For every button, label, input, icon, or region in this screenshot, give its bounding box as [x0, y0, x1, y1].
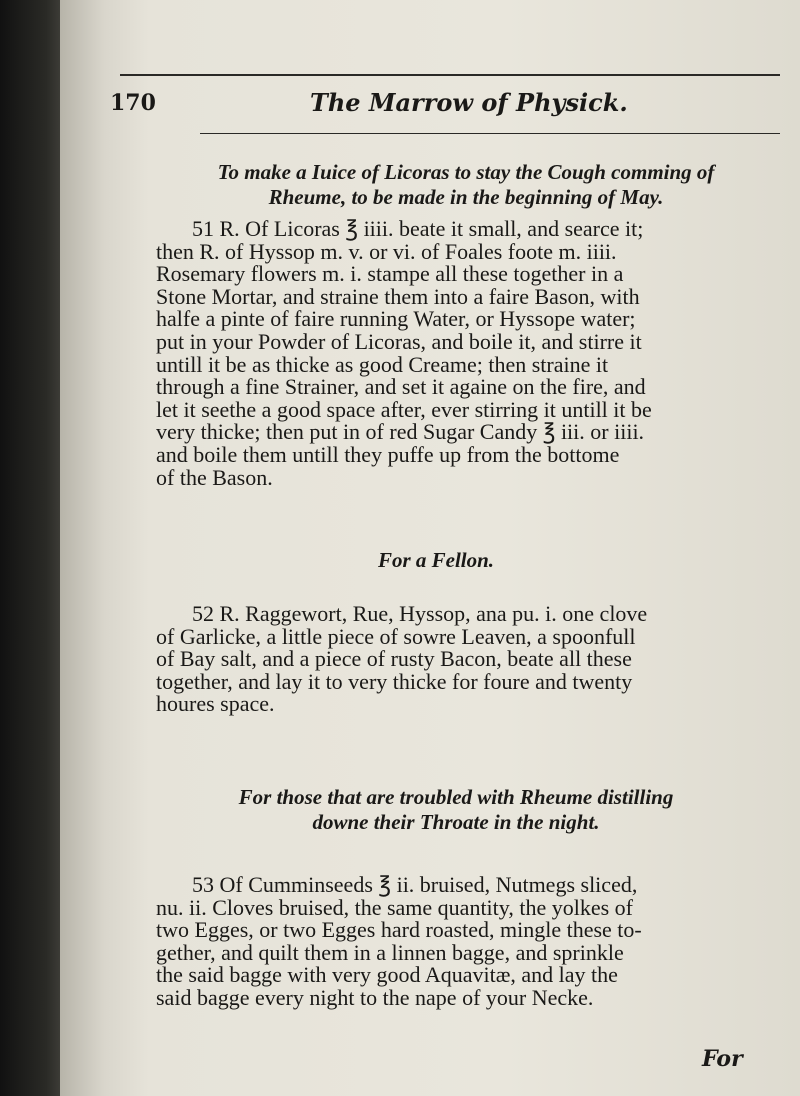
- body-line: Stone Mortar, and straine them into a faire Bason, with: [156, 283, 640, 309]
- recipe-body: [156, 603, 776, 716]
- body-line: and boile them untill they puffe up from the bottome: [156, 441, 620, 467]
- body-line: gether, and quilt them in a linnen bagge, and sprinkle: [156, 939, 624, 965]
- body-line: let it seethe a good space after, ever stirring it untill it be: [156, 396, 652, 422]
- top-rule: [120, 74, 780, 76]
- body-line: together, and lay it to very thicke for foure and twenty: [156, 668, 633, 694]
- body-line: put in your Powder of Licoras, and boile it, and stirre it: [156, 328, 642, 354]
- body-line: through a fine Strainer, and set it againe on the fire, and: [156, 374, 646, 400]
- body-line: the said bagge with very good Aquavitæ, and lay the: [156, 962, 618, 988]
- body-line: halfe a pinte of faire running Water, or Hyssope water;: [156, 306, 636, 332]
- catchword: For: [702, 1046, 743, 1072]
- recipe-body: [156, 218, 776, 489]
- page-number: 170: [110, 90, 156, 116]
- body-line: of Garlicke, a little piece of sowre Leaven, a spoonfull: [156, 623, 636, 649]
- page-title: The Marrow of Physick.: [310, 88, 628, 117]
- body-line: houres space.: [156, 691, 275, 717]
- body-line: then R. of Hyssop m. v. or vi. of Foales foote m. iiii.: [156, 238, 617, 264]
- header-rule: [200, 133, 780, 134]
- heading-line: downe their Throate in the night.: [312, 810, 600, 834]
- recipe-body: [156, 874, 776, 1010]
- recipe-heading: [156, 548, 716, 573]
- body-line: said bagge every night to the nape of your Necke.: [156, 984, 594, 1010]
- heading-line: To make a Iuice of Licoras to stay the Cough comming of: [217, 160, 715, 184]
- body-line: very thicke; then put in of red Sugar Candy ℥ iii. or iiii.: [156, 419, 645, 445]
- recipe-heading: [186, 160, 746, 210]
- body-line: untill it be as thicke as good Creame; then straine it: [156, 351, 609, 377]
- body-line: of the Bason.: [156, 464, 273, 490]
- body-line: nu. ii. Cloves bruised, the same quantity, the yolkes of: [156, 894, 633, 920]
- running-head: [60, 88, 780, 128]
- body-line: 52 R. Raggewort, Rue, Hyssop, ana pu. i. one clove: [192, 601, 648, 626]
- heading-line: For those that are troubled with Rheume distilling: [238, 785, 674, 809]
- heading-line: Rheume, to be made in the beginning of May.: [268, 185, 664, 209]
- heading-line: For a Fellon.: [377, 548, 495, 572]
- recipe-heading: [176, 785, 736, 835]
- body-line: 53 Of Cumminseeds ℥ ii. bruised, Nutmegs sliced,: [192, 872, 638, 897]
- body-line: two Egges, or two Egges hard roasted, mingle these to-: [156, 917, 642, 943]
- body-line: 51 R. Of Licoras ℥ iiii. beate it small, and searce it;: [192, 216, 644, 241]
- body-line: Rosemary flowers m. i. stampe all these together in a: [156, 261, 624, 287]
- body-line: of Bay salt, and a piece of rusty Bacon, beate all these: [156, 646, 632, 672]
